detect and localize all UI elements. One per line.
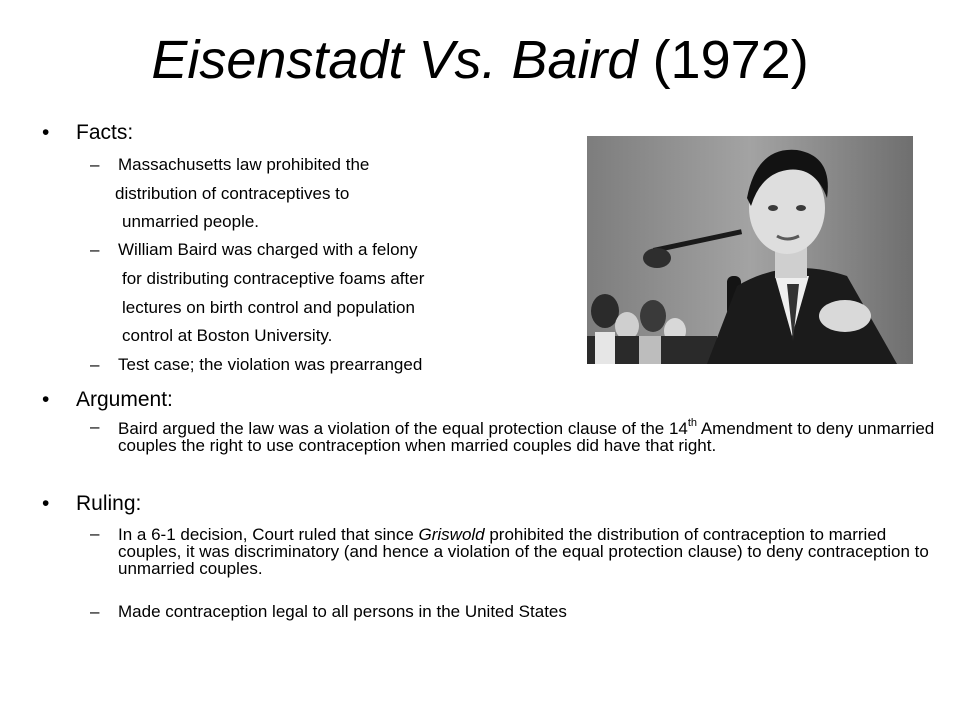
ruling-item-1 — [118, 526, 938, 577]
speaker-at-microphones-icon — [587, 136, 913, 364]
ruling-case-reference: Griswold — [418, 525, 485, 544]
argument-bullet — [42, 388, 173, 412]
facts-item-2-line-2: for distributing contraceptive foams after — [122, 269, 425, 288]
facts-item-1-line-1: Massachusetts law prohibited the — [118, 155, 370, 174]
case-name: Eisenstadt Vs. Baird — [151, 30, 638, 90]
facts-item-2-line-4: control at Boston University. — [122, 326, 333, 345]
slide-title — [0, 28, 960, 92]
dash-glyph: – — [90, 417, 100, 436]
ordinal-suffix: th — [687, 417, 698, 429]
ruling-item-2: Made contraception legal to all persons in the United States — [118, 602, 567, 621]
bullet-glyph: • — [42, 388, 50, 411]
dash-glyph: – — [90, 602, 100, 621]
argument-heading: Argument: — [76, 388, 173, 411]
dash-glyph: – — [90, 355, 100, 374]
ruling-text-part-1: In a 6-1 decision, Court ruled that since — [118, 525, 419, 544]
ruling-heading: Ruling: — [76, 492, 142, 515]
facts-item-2-line-1: William Baird was charged with a felony — [118, 240, 418, 259]
dash-glyph: – — [90, 155, 100, 174]
facts-item-2-line-3: lectures on birth control and population — [122, 298, 415, 317]
argument-text-part-1: Baird argued the law was a violation of the equal protection clause of the 14 — [118, 419, 688, 438]
facts-item-1-line-2: distribution of contraceptives to — [115, 184, 350, 203]
dash-glyph: – — [90, 524, 100, 543]
ruling-text-part-2: prohibited the distribution of contraception to married couples, it was discriminatory (and hence a violation of the equal protection clause) to deny contraception to unmarried couples. — [118, 525, 929, 578]
case-year: (1972) — [652, 30, 809, 90]
argument-text-part-2: Amendment to deny unmarried couples the right to use contraception when married couples did have that right. — [118, 419, 935, 455]
argument-text — [118, 417, 938, 455]
facts-heading: Facts: — [76, 121, 134, 144]
bullet-glyph: • — [42, 492, 50, 515]
facts-item-3: Test case; the violation was prearranged — [118, 355, 423, 374]
facts-item-1-line-3: unmarried people. — [122, 212, 260, 231]
facts-bullet — [42, 121, 133, 145]
dash-glyph: – — [90, 240, 100, 259]
bullet-glyph: • — [42, 121, 50, 144]
ruling-bullet — [42, 492, 141, 516]
william-baird-photo — [587, 136, 913, 364]
